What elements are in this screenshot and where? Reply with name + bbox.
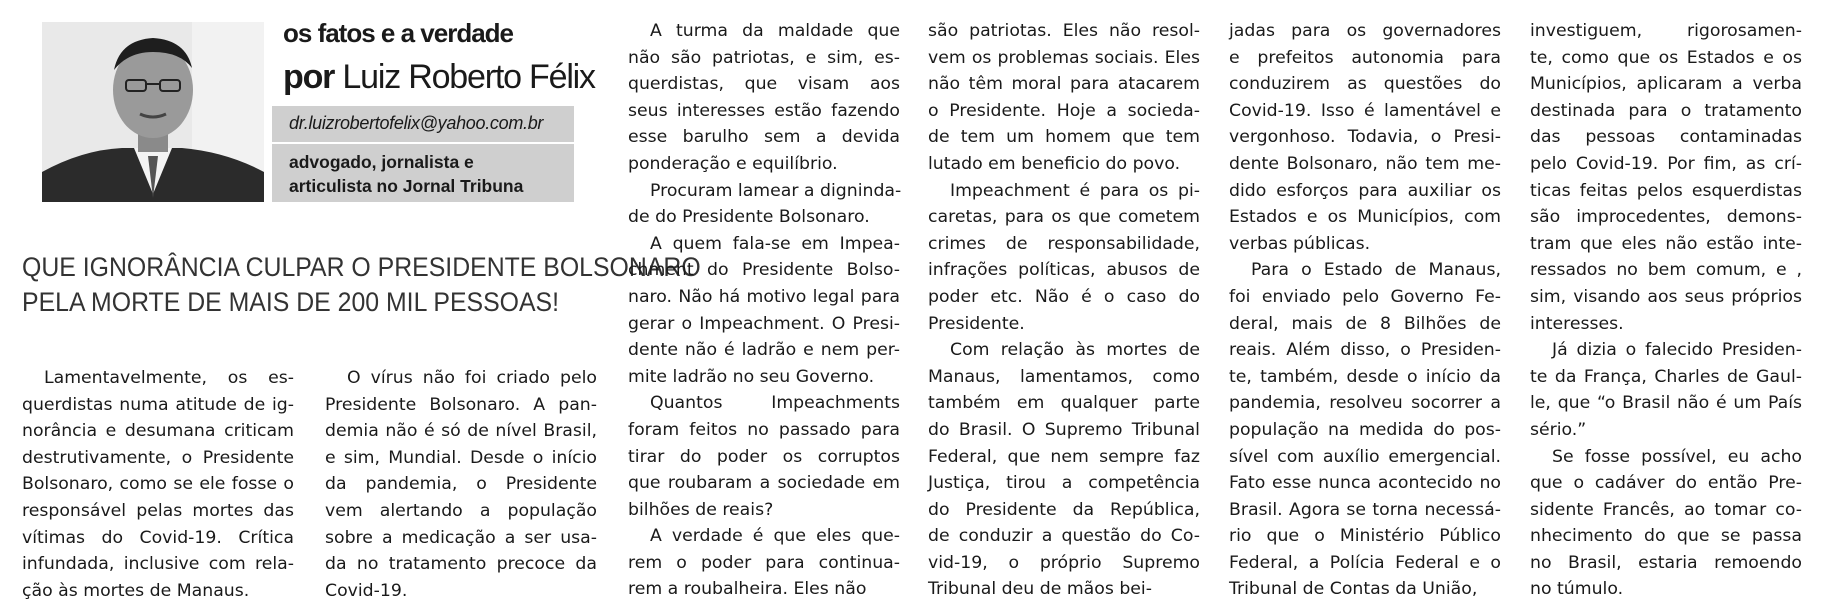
article-line: destinada para o tratamento xyxy=(1530,100,1802,121)
byline-prefix: por xyxy=(283,58,335,96)
article-line: dente não é ladrão e nem per- xyxy=(628,340,900,361)
article-line: Presidente Bolsonaro. A pan- xyxy=(325,394,597,415)
article-line: ressados no bem comum, e , xyxy=(1530,260,1802,281)
article-line: que o cadáver do então Pre- xyxy=(1530,473,1802,494)
article-line: responsável pelas mortes das xyxy=(22,500,294,521)
article-line: deral, mais de 8 Bilhões de xyxy=(1229,313,1501,334)
article-line: ção às mortes de Manaus. xyxy=(22,580,250,601)
article-line: ticas feitas pelos esquerdistas xyxy=(1530,180,1802,201)
article-line: infrações políticas, abusos de xyxy=(928,260,1200,281)
article-line: do Presidente da República, xyxy=(928,499,1200,520)
article-line: população na medida do pos- xyxy=(1229,419,1501,440)
article-line: dente Bolsonaro, não tem me- xyxy=(1229,153,1501,174)
article-line: da pandemia, o Presidente xyxy=(325,474,597,495)
article-column-1 xyxy=(22,365,294,604)
article-line: Brasil. Agora se torna necessá- xyxy=(1229,499,1501,520)
article-line: Municípios, aplicaram a verba xyxy=(1530,74,1802,95)
article-line: mite ladrão no seu Governo. xyxy=(628,366,875,387)
article-line: foram feitos no passado para xyxy=(628,419,900,440)
article-line: foi enviado pelo Governo Fe- xyxy=(1229,286,1501,307)
article-line: conduzirem as questões do xyxy=(1229,74,1501,95)
article-column-4 xyxy=(928,18,1200,603)
article-line: demia não é só de nível Brasil, xyxy=(325,421,597,442)
article-line: ponderação e equilíbrio. xyxy=(628,153,838,174)
article-line: querdistas, que visam aos xyxy=(628,74,900,95)
article-line: não têm moral para atacarem xyxy=(928,74,1200,95)
article-line: gerar o Impeachment. O Presi- xyxy=(628,313,900,334)
article-line: Manaus, lamentamos, como xyxy=(928,366,1200,387)
article-line: esse barulho sem a devida xyxy=(628,127,900,148)
article-line: nhecimento do que se passa xyxy=(1530,526,1802,547)
article-line: no Brasil, estaria remoendo xyxy=(1530,552,1802,573)
article-line: bilhões de reais? xyxy=(628,499,774,520)
article-line: tram que eles não estão inte- xyxy=(1530,233,1802,254)
article-line: interesses. xyxy=(1530,313,1624,334)
article-line: te, como que os Estados e os xyxy=(1530,47,1802,68)
article-column-6 xyxy=(1530,18,1802,603)
headline-line: PELA MORTE DE MAIS DE 200 MIL PESSOAS! xyxy=(22,287,560,317)
article-line: Justiça, tirou a competência xyxy=(928,473,1200,494)
article-line: Federal, a Polícia Federal e o xyxy=(1229,552,1501,573)
article-line: O vírus não foi criado pelo xyxy=(347,368,597,388)
article-line: dido esforços para auxiliar os xyxy=(1229,180,1501,201)
article-line: Covid-19. Isso é lamentável e xyxy=(1229,100,1501,121)
article-column-5 xyxy=(1229,18,1501,603)
article-line: do Brasil. O Supremo Tribunal xyxy=(928,419,1200,440)
article-line: reais. Além disso, o Presiden- xyxy=(1229,340,1501,361)
article-column-3 xyxy=(628,18,900,603)
article-line: Estados e os Municípios, com xyxy=(1229,207,1501,228)
article-column-2 xyxy=(325,365,597,604)
article-line: Bolsonaro, como se ele fosse o xyxy=(22,474,294,495)
headline-line: QUE IGNORÂNCIA CULPAR O PRESIDENTE BOLSONARO xyxy=(22,252,701,282)
article-line: te, também, desde o início da xyxy=(1229,366,1501,387)
article-line: de tem um homem que tem xyxy=(928,127,1200,148)
author-role xyxy=(289,150,569,198)
article-line: lutado em beneficio do povo. xyxy=(928,153,1181,174)
article-line: A quem fala-se em Impea- xyxy=(650,233,900,254)
article-line: sível com auxílio emergencial. xyxy=(1229,446,1501,467)
author-role-line: articulista no Jornal Tribuna xyxy=(289,176,524,196)
author-email: dr.luizrobertofelix@yahoo.com.br xyxy=(289,113,544,133)
article-line: investiguem, rigorosamen- xyxy=(1530,21,1802,41)
article-line: Presidente. xyxy=(928,313,1025,334)
article-line: rem a roubalheira. Eles não xyxy=(628,579,867,600)
article-line: caretas, para os que cometem xyxy=(928,207,1200,228)
article-line: pandemia, resolveu socorrer a xyxy=(1229,393,1501,414)
article-headline xyxy=(22,250,701,320)
article-line: Tribunal de Contas da União, xyxy=(1229,579,1478,600)
article-line: Covid-19. xyxy=(325,580,408,601)
article-line: le, que “o Brasil não é um País xyxy=(1530,393,1802,414)
article-line: sidente Francês, ao tomar co- xyxy=(1530,499,1802,520)
info-divider xyxy=(272,142,574,144)
article-line: e sim, Mundial. Desde o início xyxy=(325,447,597,468)
author-role-line: advogado, jornalista e xyxy=(289,152,474,172)
article-line: A verdade é que eles que- xyxy=(650,526,900,547)
article-line: Lamentavelmente, os es- xyxy=(44,368,294,388)
article-line: o Presidente. Hoje a socieda- xyxy=(928,100,1200,121)
article-line: tirar do poder os corruptos xyxy=(628,446,900,467)
article-line: sim, visando aos seus próprios xyxy=(1530,286,1802,307)
article-line: seus interesses estão fazendo xyxy=(628,100,900,121)
article-line: destrutivamente, o Presidente xyxy=(22,447,294,468)
article-line: Quantos Impeachments xyxy=(650,393,900,414)
article-line: chment do Presidente Bolso- xyxy=(628,260,900,281)
article-line: rem o poder para continua- xyxy=(628,552,900,573)
article-line: pelo Covid-19. Por fim, as crí- xyxy=(1530,153,1802,174)
author-name: Luiz Roberto Félix xyxy=(342,58,595,96)
article-line: poder etc. Não é o caso do xyxy=(928,286,1200,307)
article-line: de do Presidente Bolsonaro. xyxy=(628,207,870,228)
article-line: naro. Não há motivo legal para xyxy=(628,286,900,307)
article-line: são patriotas. Eles não resol- xyxy=(928,21,1200,41)
article-line: A turma da maldade que xyxy=(650,21,900,41)
article-line: no túmulo. xyxy=(1530,579,1624,600)
article-line: Federal, que nem sempre faz xyxy=(928,446,1200,467)
article-line: Para o Estado de Manaus, xyxy=(1251,260,1501,281)
article-line: vem os problemas sociais. Eles xyxy=(928,47,1200,68)
article-line: norância e desumana criticam xyxy=(22,421,294,442)
article-line: Impeachment é para os pi- xyxy=(950,180,1200,201)
article-line: vítimas do Covid-19. Crítica xyxy=(22,527,294,548)
article-line: da no tratamento precoce da xyxy=(325,554,597,575)
column-brand: os fatos e a verdade xyxy=(283,18,513,48)
article-line: vergonhoso. Todavia, o Presi- xyxy=(1229,127,1501,148)
article-line: jadas para os governadores xyxy=(1229,21,1501,41)
article-line: Procuram lamear a digninda- xyxy=(650,180,902,201)
article-line: Fato esse nunca acontecido no xyxy=(1229,473,1501,494)
article-line: Se fosse possível, eu acho xyxy=(1552,446,1802,467)
article-line: Com relação às mortes de xyxy=(950,340,1200,361)
article-line: sério.” xyxy=(1530,419,1587,440)
article-line: vem alertando a população xyxy=(325,500,597,521)
article-line: Tribunal deu de mãos bei- xyxy=(928,579,1152,600)
article-line: também em qualquer parte xyxy=(928,393,1200,414)
article-line: crimes de responsabilidade, xyxy=(928,233,1200,254)
article-line: sobre a medicação a ser usa- xyxy=(325,527,597,548)
article-line: são improcedentes, demons- xyxy=(1530,207,1802,228)
article-line: Já dizia o falecido Presiden- xyxy=(1552,340,1802,361)
article-line: que roubaram a sociedade em xyxy=(628,473,900,494)
article-line: rio que o Ministério Público xyxy=(1229,526,1501,547)
article-line: verbas públicas. xyxy=(1229,233,1371,254)
article-line: infundada, inclusive com rela- xyxy=(22,554,294,575)
byline xyxy=(283,58,595,97)
article-line: te da França, Charles de Gaul- xyxy=(1530,366,1802,387)
author-photo xyxy=(42,22,264,202)
article-line: não são patriotas, e sim, es- xyxy=(628,47,900,68)
article-line: das pessoas contaminadas xyxy=(1530,127,1802,148)
article-line: e prefeitos autonomia para xyxy=(1229,47,1501,68)
article-line: vid-19, o próprio Supremo xyxy=(928,552,1200,573)
article-line: querdistas numa atitude de ig- xyxy=(22,394,294,415)
article-line: de conduzir a questão do Co- xyxy=(928,526,1200,547)
